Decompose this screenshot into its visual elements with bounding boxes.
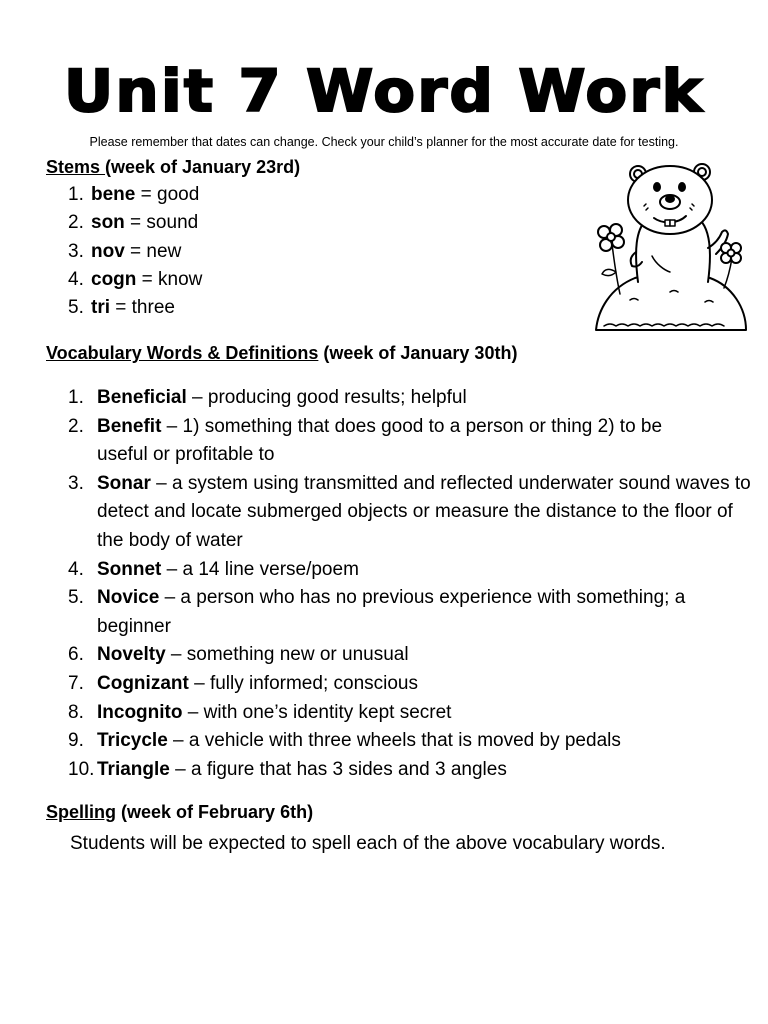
list-item [68,238,202,266]
list-item [68,670,758,699]
item-number: 5. [68,587,84,609]
vocab-definition: – 1) something that does good to a person or thing 2) to be useful or profitable to [97,415,663,466]
item-number: 4. [68,268,84,290]
list-item [68,727,758,756]
item-number: 4. [68,558,84,580]
stem-word: bene [91,184,136,205]
vocab-word: Novelty [97,644,166,666]
vocabulary-heading [46,341,517,365]
item-number: 7. [68,672,84,694]
item-number: 3. [68,240,84,262]
vocab-word: Novice [97,587,160,609]
list-item [68,756,758,785]
stem-meaning: = know [136,268,203,290]
stem-meaning: = three [110,297,175,319]
stem-word: tri [91,297,110,319]
spelling-instructions: Students will be expected to spell each of the above vocabulary words. [70,833,666,854]
item-number: 10. [68,758,95,780]
item-number: 1. [68,184,84,205]
item-number: 9. [68,730,84,752]
vocab-word: Triangle [97,758,170,780]
item-number: 6. [68,644,84,666]
vocab-definition: – a vehicle with three wheels that is moved by pedals [167,730,621,752]
stem-meaning: = good [135,184,200,205]
stem-meaning: = sound [124,212,199,234]
vocab-definition: – something new or unusual [165,644,409,666]
item-number: 3. [68,472,84,494]
vocab-word: Sonar [97,472,151,494]
vocab-definition: – with one’s identity kept secret [182,701,452,723]
stems-list [68,181,202,322]
stems-heading [46,155,300,179]
list-item [68,413,758,470]
vocab-word: Sonnet [97,558,162,580]
vocab-definition: – a person who has no previous experience with something; a beginner [97,587,686,637]
page-title: Unit 7 Word Work [63,57,705,125]
list-item [68,209,202,237]
list-item [68,384,758,413]
stem-meaning: = new [124,240,182,262]
item-number: 5. [68,297,84,319]
vocab-definition: – producing good results; helpful [186,387,467,408]
item-number: 2. [68,212,84,234]
stem-word: son [91,212,125,234]
vocab-word: Cognizant [97,672,189,694]
item-number: 1. [68,387,84,408]
vocab-word: Incognito [97,701,183,723]
date-notice: Please remember that dates can change. Check your child’s planner for the most accurate date for testing. [89,135,679,149]
spelling-heading [46,800,313,824]
spelling-heading-week: (week of February 6th) [116,802,314,822]
stem-word: nov [91,240,125,262]
list-item [68,699,758,728]
list-item [68,294,202,322]
item-number: 2. [68,415,84,437]
vocab-definition: – fully informed; conscious [188,672,418,694]
list-item [68,584,758,641]
item-number: 8. [68,701,84,723]
vocabulary-heading-label: Vocabulary Words & Definitions [46,343,319,363]
stem-word: cogn [91,268,137,290]
list-item [68,641,758,670]
stems-heading-label: Stems [46,157,106,177]
vocab-word: Beneficial [97,387,187,408]
vocab-definition: – a system using transmitted and reflected underwater sound waves to detect and locate submerged objects or measure the distance to the floor of the body of water [97,472,751,551]
groundhog-icon [590,160,750,338]
list-item [68,266,202,294]
vocabulary-list [68,384,758,784]
spelling-heading-label: Spelling [46,802,117,822]
list-item [68,181,202,209]
list-item [68,556,758,585]
list-item [68,470,758,556]
vocab-word: Tricycle [97,730,168,752]
vocab-definition: – a figure that has 3 sides and 3 angles [169,758,507,780]
stems-heading-week: (week of January 23rd) [105,157,301,177]
vocab-word: Benefit [97,415,162,437]
vocab-definition: – a 14 line verse/poem [161,558,359,580]
vocabulary-heading-week: (week of January 30th) [318,343,518,363]
